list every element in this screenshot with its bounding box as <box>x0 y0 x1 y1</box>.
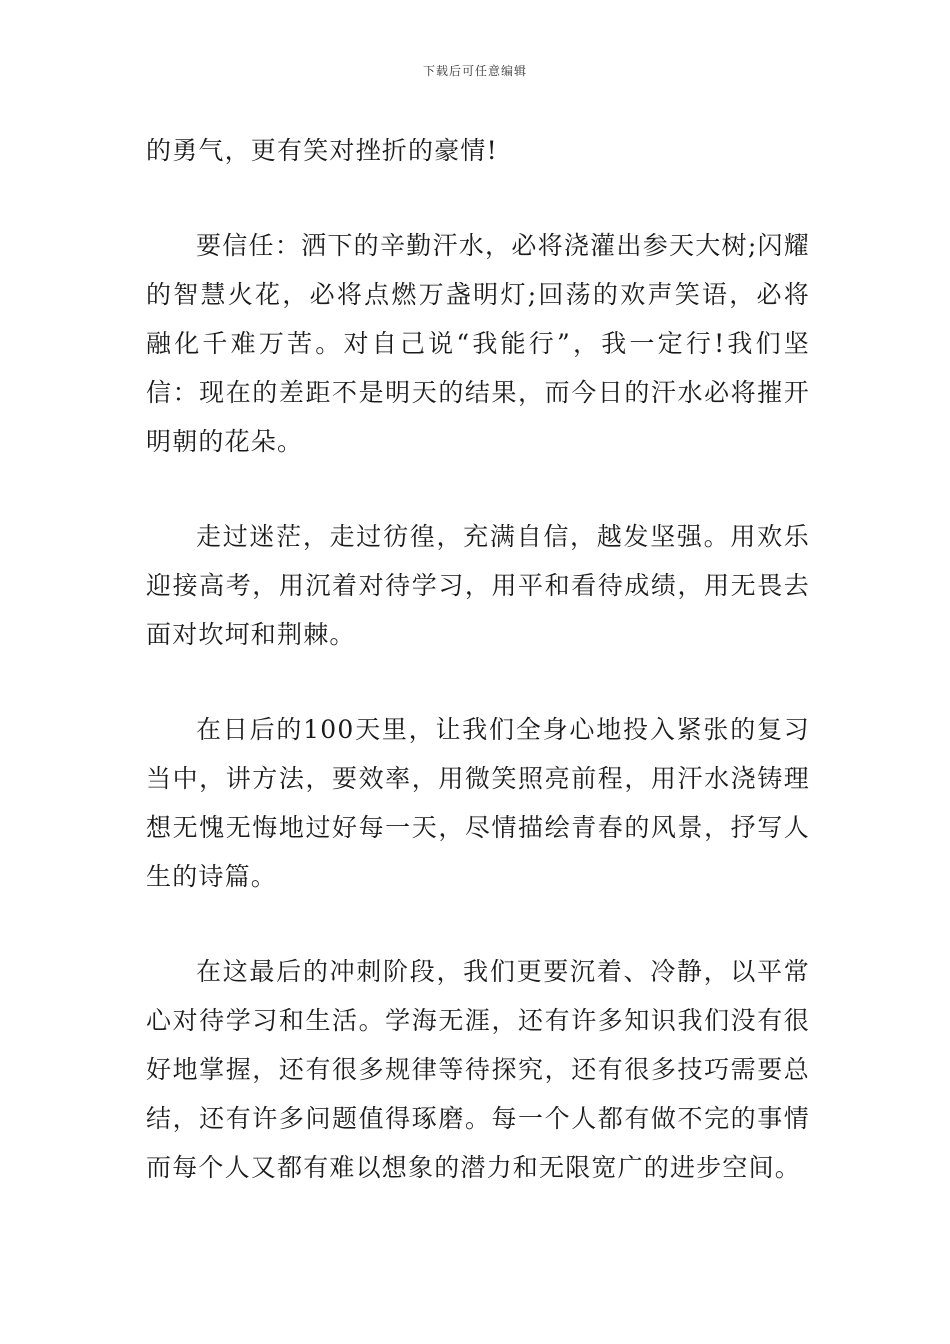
paragraph-trust: 要信任：洒下的辛勤汗水，必将浇灌出参天大树;闪耀的智慧火花，必将点燃万盏明灯;回荡的欢声笑语，必将融化千难万苦。对自己说“我能行”，我一定行!我们坚信：现在的差距不是明天的结果，而今日的汗水必将摧开明朝的花朵。 <box>146 231 810 456</box>
document-body <box>146 126 810 1238</box>
paragraph-100-days: 在日后的100天里，让我们全身心地投入紧张的复习当中，讲方法，要效率，用微笑照亮前程，用汗水浇铸理想无愧无悔地过好每一天，尽情描绘青春的风景，抒写人生的诗篇。 <box>146 715 810 891</box>
paragraph-final-sprint: 在这最后的冲刺阶段，我们更要沉着、冷静，以平常心对待学习和生活。学海无涯，还有许多知识我们没有很好地掌握，还有很多规律等待探究，还有很多技巧需要总结，还有许多问题值得琢磨。每一个人都有做不完的事情而每个人又都有难以想象的潜力和无限宽广的进步空间。 <box>146 957 810 1182</box>
paragraph-confidence: 走过迷茫，走过彷徨，充满自信，越发坚强。用欢乐迎接高考，用沉着对待学习，用平和看待成绩，用无畏去面对坎坷和荆棘。 <box>146 522 810 649</box>
page-header: 下载后可任意编辑 <box>422 64 527 78</box>
paragraph-continuation: 的勇气，更有笑对挫折的豪情! <box>146 136 498 165</box>
